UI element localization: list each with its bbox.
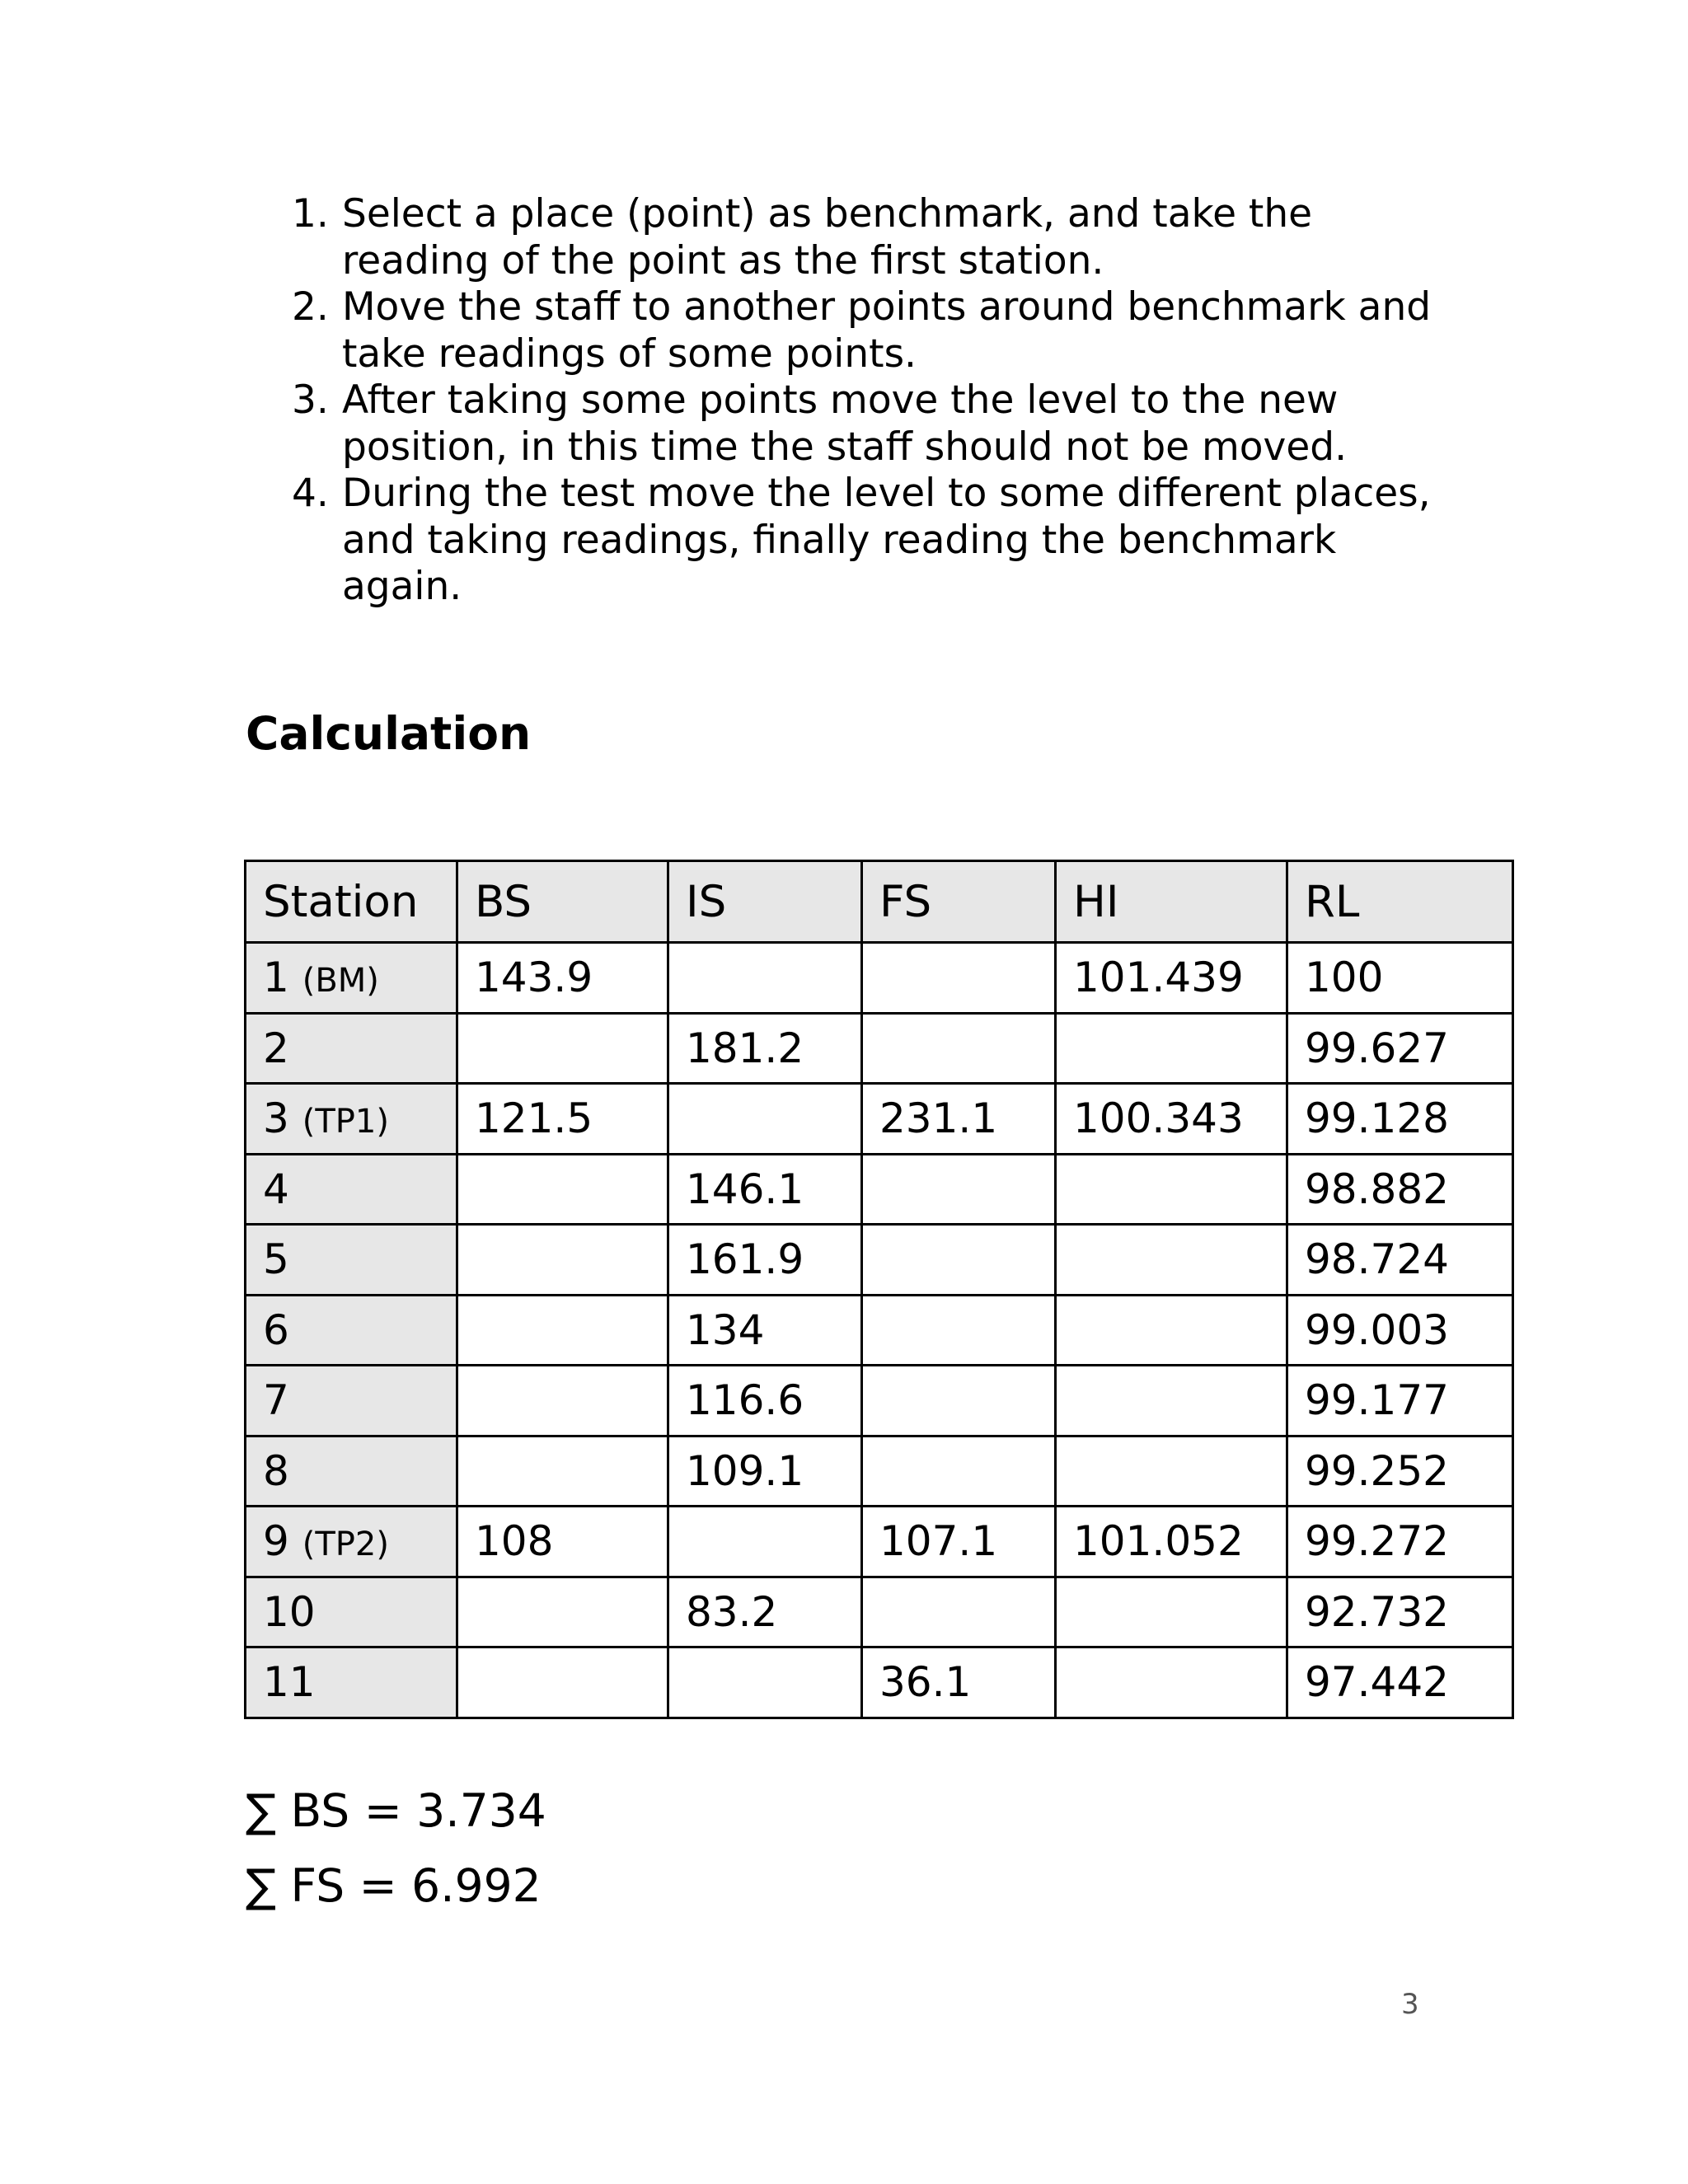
cell-bs <box>457 1366 668 1436</box>
cell-station <box>246 1507 457 1577</box>
cell-is: 161.9 <box>668 1225 862 1296</box>
cell-hi: 101.439 <box>1056 943 1287 1014</box>
cell-rl: 100 <box>1287 943 1513 1014</box>
table-row <box>246 1084 1513 1155</box>
table-row <box>246 1225 1513 1296</box>
station-number: 2 <box>263 1024 289 1072</box>
station-number: 8 <box>263 1446 289 1495</box>
procedure-step <box>292 471 1462 611</box>
cell-station <box>246 1084 457 1155</box>
step-text: Select a place (point) as benchmark, and take the reading of the point as the first station. <box>342 191 1313 284</box>
cell-station <box>246 1295 457 1366</box>
cell-rl: 99.128 <box>1287 1084 1513 1155</box>
step-text: After taking some points move the level to the new position, in this time the staff should not be moved. <box>342 377 1348 470</box>
cell-fs: 36.1 <box>862 1647 1056 1718</box>
cell-fs <box>862 943 1056 1014</box>
table-row <box>246 1366 1513 1436</box>
cell-station <box>246 1013 457 1084</box>
cell-hi <box>1056 1295 1287 1366</box>
station-number: 3 <box>263 1094 289 1143</box>
table-body <box>246 943 1513 1718</box>
cell-bs <box>457 1154 668 1225</box>
cell-station <box>246 1436 457 1507</box>
cell-hi <box>1056 1577 1287 1647</box>
cell-bs: 143.9 <box>457 943 668 1014</box>
table-row <box>246 1154 1513 1225</box>
procedure-step <box>292 191 1462 284</box>
cell-hi <box>1056 1154 1287 1225</box>
cell-is: 181.2 <box>668 1013 862 1084</box>
cell-bs <box>457 1647 668 1718</box>
cell-station <box>246 943 457 1014</box>
station-number: 7 <box>263 1376 289 1425</box>
step-number: 2. <box>292 284 329 330</box>
cell-rl: 98.724 <box>1287 1225 1513 1296</box>
cell-hi <box>1056 1013 1287 1084</box>
header-hi: HI <box>1056 861 1287 943</box>
table-row <box>246 1507 1513 1577</box>
cell-fs <box>862 1154 1056 1225</box>
cell-rl: 92.732 <box>1287 1577 1513 1647</box>
cell-hi <box>1056 1436 1287 1507</box>
page-number: 3 <box>1401 1988 1419 2021</box>
cell-fs <box>862 1577 1056 1647</box>
cell-is <box>668 1507 862 1577</box>
station-note: (TP2) <box>302 1526 389 1564</box>
header-fs: FS <box>862 861 1056 943</box>
table-header-row <box>246 861 1513 943</box>
cell-rl: 99.003 <box>1287 1295 1513 1366</box>
cell-rl: 98.882 <box>1287 1154 1513 1225</box>
cell-hi: 100.343 <box>1056 1084 1287 1155</box>
cell-is: 109.1 <box>668 1436 862 1507</box>
cell-rl: 99.252 <box>1287 1436 1513 1507</box>
cell-bs <box>457 1013 668 1084</box>
cell-fs <box>862 1225 1056 1296</box>
station-number: 6 <box>263 1305 289 1354</box>
station-number: 4 <box>263 1165 289 1213</box>
cell-hi <box>1056 1225 1287 1296</box>
cell-fs <box>862 1366 1056 1436</box>
cell-rl: 97.442 <box>1287 1647 1513 1718</box>
cell-station <box>246 1647 457 1718</box>
step-number: 1. <box>292 191 329 237</box>
table-row <box>246 1647 1513 1718</box>
station-note: (BM) <box>302 962 379 1001</box>
cell-bs <box>457 1577 668 1647</box>
station-note: (TP1) <box>302 1103 389 1141</box>
cell-bs <box>457 1436 668 1507</box>
table-row <box>246 943 1513 1014</box>
cell-station <box>246 1577 457 1647</box>
step-text: Move the staff to another points around benchmark and take readings of some points. <box>342 284 1432 377</box>
cell-is <box>668 943 862 1014</box>
sum-fs: ∑ FS = 6.992 <box>246 1859 542 1912</box>
cell-bs: 108 <box>457 1507 668 1577</box>
cell-rl: 99.272 <box>1287 1507 1513 1577</box>
cell-fs: 107.1 <box>862 1507 1056 1577</box>
cell-bs <box>457 1295 668 1366</box>
table-row <box>246 1436 1513 1507</box>
table-row <box>246 1577 1513 1647</box>
procedure-steps <box>292 191 1462 611</box>
table-row <box>246 1013 1513 1084</box>
station-number: 1 <box>263 954 289 1002</box>
step-text: During the test move the level to some different places, and taking readings, finally reading the benchmark again. <box>342 471 1431 609</box>
procedure-step <box>292 284 1462 377</box>
table-row <box>246 1295 1513 1366</box>
cell-rl: 99.627 <box>1287 1013 1513 1084</box>
cell-bs: 121.5 <box>457 1084 668 1155</box>
sum-bs: ∑ BS = 3.734 <box>246 1784 546 1837</box>
step-number: 4. <box>292 471 329 516</box>
header-bs: BS <box>457 861 668 943</box>
step-number: 3. <box>292 377 329 423</box>
cell-fs <box>862 1295 1056 1366</box>
station-number: 5 <box>263 1235 289 1284</box>
procedure-step <box>292 377 1462 471</box>
cell-fs <box>862 1013 1056 1084</box>
header-rl: RL <box>1287 861 1513 943</box>
cell-station <box>246 1366 457 1436</box>
cell-is: 134 <box>668 1295 862 1366</box>
cell-hi <box>1056 1366 1287 1436</box>
station-number: 10 <box>263 1587 316 1636</box>
cell-is <box>668 1647 862 1718</box>
cell-station <box>246 1225 457 1296</box>
station-number: 9 <box>263 1517 289 1566</box>
cell-hi <box>1056 1647 1287 1718</box>
cell-hi: 101.052 <box>1056 1507 1287 1577</box>
cell-is: 83.2 <box>668 1577 862 1647</box>
levelling-table <box>244 860 1514 1719</box>
cell-fs <box>862 1436 1056 1507</box>
cell-rl: 99.177 <box>1287 1366 1513 1436</box>
cell-is: 116.6 <box>668 1366 862 1436</box>
cell-is: 146.1 <box>668 1154 862 1225</box>
cell-station <box>246 1154 457 1225</box>
cell-fs: 231.1 <box>862 1084 1056 1155</box>
station-number: 11 <box>263 1658 316 1707</box>
header-station: Station <box>246 861 457 943</box>
header-is: IS <box>668 861 862 943</box>
section-heading: Calculation <box>246 707 532 760</box>
cell-is <box>668 1084 862 1155</box>
cell-bs <box>457 1225 668 1296</box>
